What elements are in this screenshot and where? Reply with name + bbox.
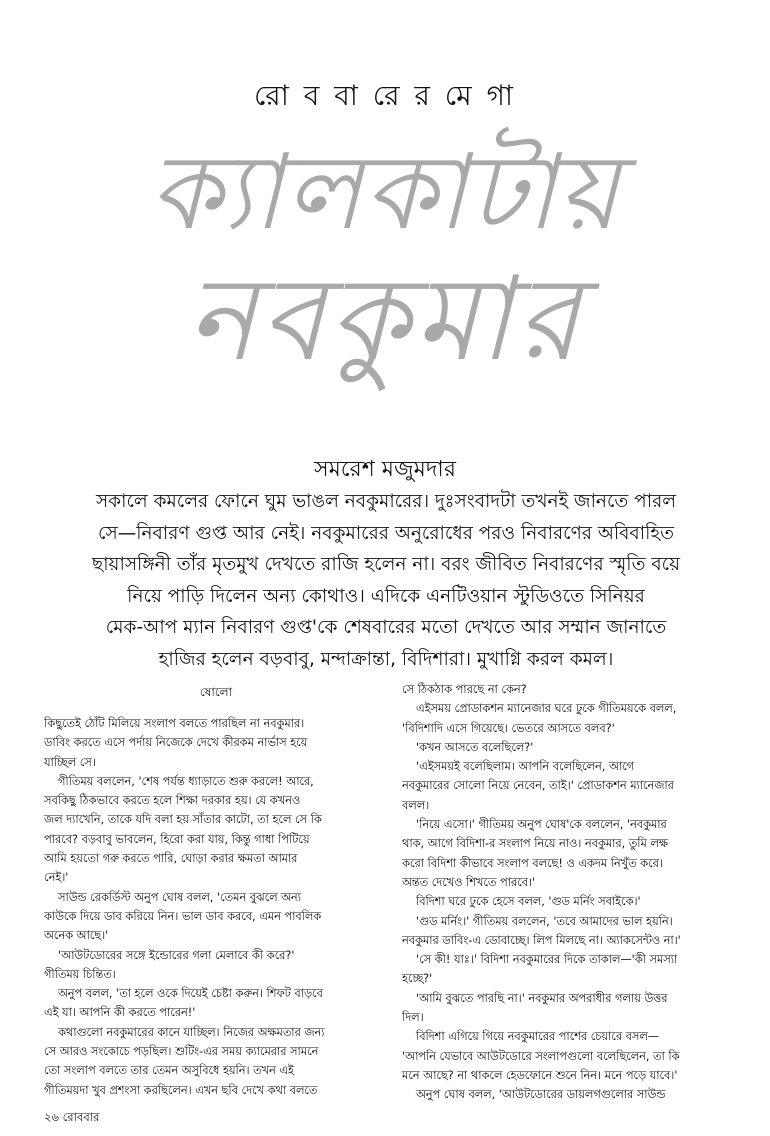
body-line: নবকুমার ডাবিং-এ ডোবাচ্ছে। লিপ মিলছে না। অ্যাকসেন্টও না।' [402,933,681,947]
body-line: অনেক আছে।' [44,929,109,943]
body-line: গীতিময় বললেন, 'শেষ পর্যন্ত ধ্যাড়াতে শুরু করলে! আরে, [58,774,314,788]
body-line: বিদিশা ঘরে ঢুকে হেসে বলল, 'গুড মর্নিং সবাইকে।' [416,895,641,909]
body-line: সে ঠিকঠাক পারছে না কেন? [402,683,527,696]
body-line: বিদিশা এগিয়ে গিয়ে নবকুমারের পাশের চেয়ারে বসল— [416,1030,660,1044]
body-line: তো সংলাপ বলতে তার তেমন অসুবিধে হয়নি। তখন এই [44,1064,294,1078]
body-line: কিছুতেই ঠোঁট মিলিয়ে সংলাপ বলতে পারছিল না নবকুমার। [44,717,305,730]
body-line: সবকিছু ঠিকভাবে করতে হলে শিক্ষা দরকার হয়। যে কখনও [44,794,301,808]
body-line: গীতিময়দা খুব প্রশংসা করছিলেন। এখন ছবি দেখে কথা বলতে [44,1083,318,1097]
body-line: মনে আছে? না থাকলে হেডফোনে শুনে নিন। মনে পড়ে যাবে।' [402,1068,678,1082]
body-line: হচ্ছে?' [402,972,433,986]
story-title-line-1: ক্যালকাটায় [149,131,621,253]
body-line: 'কখন আসতে বলেছিলে?' [416,740,534,754]
body-line: করো বিদিশা কীভাবে সংলাপ বলছে! ও একদম নিখুঁত করে। [402,856,663,870]
body-line: অনুপ ঘোষ বলল, 'আউটডোরের ডায়লগগুলোর সাউন্ড [416,1088,666,1102]
body-line: 'বিদিশাদি এসে গিয়েছে। ভেতরে আসতে বলব?' [402,721,615,735]
body-column-left [44,714,388,1100]
body-line: অনুপ বলল, 'তা হলে ওকে দিয়েই চেষ্টা করুন। শিফট বাড়বে [58,987,323,1001]
body-line: কথাগুলো নবকুমারের কানে যাচ্ছিল। নিজের অক্ষমতার জন্য [58,1025,325,1039]
body-line: 'এইসময়ই বলেছিলাম। আপনি বলেছিলেন, আগে [416,760,635,774]
page-footer: ২৬ রোববার [44,1110,100,1124]
story-title-line-2: নবকুমার [186,252,584,387]
body-line: কাউকে দিয়ে ডাব করিয়ে নিন। ভাল ডাব করবে, এমন পাবলিক [44,909,322,923]
intro-line: মেক-আপ ম্যান নিবারণ গুপ্ত'কে শেষবারের মতো দেখতে আর সম্মান জানাতে [105,617,667,638]
body-line: নেই।' [44,871,69,885]
section-kicker: রো ব বা রে র মে গা [253,79,517,112]
body-line: যাচ্ছিল সে। [44,755,96,769]
intro-line: সকালে কমলের ফোনে ঘুম ভাঙল নবকুমারের। দুঃসংবাদটা তখনই জানতে পারল [95,491,677,512]
body-line: এইসময় প্রোডাকশন ম্যানেজার ঘরে ঢুকে গীতিময়কে বলল, [416,702,677,716]
body-line: দিল। [402,1011,424,1025]
body-line: জল দ্যাখেনি, তাকে যদি বলা হয় সাঁতার কাটো, তা হলে সে কি [44,813,322,827]
intro-summary [18,486,754,675]
intro-line: হাজির হলেন বড়বাবু, মন্দাক্রান্তা, বিদিশারা। মুখাগ্নি করল কমল। [158,648,614,670]
body-column-right [402,680,746,1105]
intro-line: ছায়াসঙ্গিনী তাঁর মৃতমুখ দেখতে রাজি হলেন না। বরং জীবিত নিবারণের স্মৃতি বয়ে [91,554,680,575]
body-line: অন্তত দেখেও শিখতে পারবে।' [402,875,536,889]
body-line: 'নিয়ে এসো।' গীতিময় অনুপ ঘোষ'কে বললেন, 'নবকুমার [416,818,667,832]
intro-line: সে—নিবারণ গুপ্ত আর নেই। নবকুমারের অনুরোধের পরও নিবারণের অবিবাহিত [98,522,674,544]
body-line: 'আপনি যেভাবে আউটডোরে সংলাপগুলো বলেছিলেন, তা কি [402,1049,680,1063]
body-line: থাক, আগে বিদিশা-র সংলাপ নিয়ে নাও। নবকুমার, তুমি লক্ষ [402,837,668,851]
body-line: 'আমি বুঝতে পারছি না।' নবকুমার অপরাধীর গলায় উত্তর [416,991,668,1005]
body-line: সে আরও সংকোচে পড়ছিল। শুটিং-এর সময় ক্যামেরার সামনে [44,1045,319,1059]
body-line: ডাবিং করতে এসে পর্দায় নিজেকে দেখে কীরকম নার্ভাস হয়ে [44,736,308,750]
body-line: নবকুমারের সোলো নিয়ে নেবেন, তাই।' প্রোডাকশন ম্যানেজার [402,779,674,793]
body-line: 'গুড মর্নিং।' গীতিময় বললেন, 'তবে আমাদের ভাল হয়নি। [416,914,673,928]
body-line: এই যা। আপনি কী করতে পারেন!' [44,1006,196,1020]
body-line: পারবে? বড়বাবু ভাবলেন, হিরো করা যায়, কিন্তু গাধা পিটিয়ে [44,832,310,846]
chapter-heading: ষোলো [199,685,233,699]
body-line: গীতিময় চিন্তিত। [44,967,116,981]
author-name: সমরেশ মজুমদার [314,457,456,482]
body-line: সাউন্ড রেকর্ডিস্ট অনুপ ঘোষ বলল, 'তেমন বুঝলে অন্য [58,890,301,904]
intro-line: নিয়ে পাড়ি দিলেন অন্য কোথাও। এদিকে এনটিওয়ান স্টুডিওতে সিনিয়র [127,585,645,607]
body-line: 'আউটডোরের সঙ্গে ইন্ডোরের গলা মেলাবে কী করে?' [58,948,295,962]
body-line: আমি হয়তো গরু করতে পারি, ঘোড়া করার ক্ষমতা আমার [44,852,298,866]
body-line: 'সে কী! যাঃ।' বিদিশা নবকুমারের দিকে তাকাল—'কী সমস্যা [416,953,678,967]
body-line: বলল। [402,798,430,812]
